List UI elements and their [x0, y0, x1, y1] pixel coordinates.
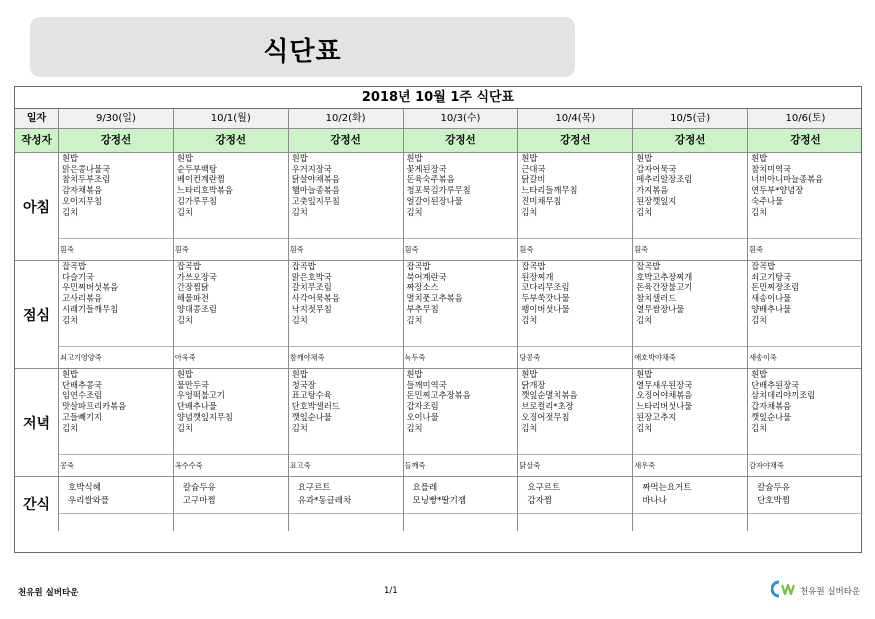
menu-item: 된장고추지	[636, 411, 677, 422]
menu-item: 김치	[291, 314, 308, 325]
menu-item: 된장깻잎지	[636, 195, 677, 206]
menu-item: 잡곡밥	[62, 261, 87, 271]
dinner-menu-list	[174, 369, 288, 454]
dinner-cell	[59, 369, 174, 476]
menu-item: 단호박찜	[757, 496, 790, 506]
menu-item: 단배추된장국	[751, 379, 800, 390]
menu-item: 유과*동글레차	[297, 496, 352, 506]
menu-item: 단호박샐러드	[291, 401, 340, 412]
menu-item: 순두부백탕	[176, 163, 217, 174]
menu-item: 요구르트	[297, 483, 331, 493]
snack-menu-list	[748, 477, 863, 513]
lunch-menu-list	[289, 261, 403, 346]
snack-label: 간식	[15, 477, 59, 531]
lunch-cell	[404, 261, 519, 368]
snack-cell	[518, 477, 633, 531]
date-cell: 10/3(수)	[404, 109, 519, 128]
menu-item: 된장찌개	[521, 271, 554, 282]
menu-item: 임연수조림	[62, 390, 103, 401]
menu-item: 김치	[751, 314, 768, 325]
menu-item: 참치샐러드	[636, 293, 677, 304]
menu-item: 흰밥	[406, 153, 423, 163]
menu-item: 코다리무조림	[521, 282, 570, 293]
breakfast-cell	[174, 153, 289, 260]
lunch-menu-list	[518, 261, 632, 346]
menu-item: 팽이버섯나물	[521, 303, 570, 314]
menu-item: 김치	[636, 314, 653, 325]
dinner-menu-list	[404, 369, 518, 454]
menu-item: 김치	[636, 422, 653, 433]
menu-item: 단배추나물	[176, 401, 217, 412]
lunch-cell	[289, 261, 404, 368]
dinner-cell	[404, 369, 519, 476]
menu-item: 흰밥	[636, 369, 653, 379]
snack-cell	[174, 477, 289, 531]
menu-item: 두부쑥갓나물	[521, 293, 570, 304]
menu-item: 돈육간장불고기	[636, 282, 693, 293]
lunch-porridge: 아욱죽	[174, 346, 288, 368]
menu-item: 흰밥	[751, 369, 768, 379]
menu-item: 흰밥	[176, 153, 193, 163]
footer-page-number: 1/1	[384, 586, 398, 596]
menu-item: 바나나	[642, 496, 667, 506]
menu-item: 우민찌버섯볶음	[62, 282, 119, 293]
menu-item: 호박식혜	[68, 483, 101, 493]
footer-org-name: 천유원 실버타운	[18, 588, 79, 598]
dinner-porridge: 닭살죽	[518, 454, 632, 476]
menu-item: 우리쌀와플	[68, 496, 110, 506]
menu-item: 단배추콩국	[62, 379, 103, 390]
table-header: 2018년 10월 1주 식단표	[15, 87, 861, 109]
menu-item: 돈민찌장조림	[751, 282, 800, 293]
menu-item: 김치	[291, 422, 308, 433]
dinner-cell	[633, 369, 748, 476]
menu-item: 김치	[406, 314, 423, 325]
dinner-label: 저녁	[15, 369, 59, 476]
menu-item: 김치	[521, 206, 538, 217]
menu-item: 느타리호박볶음	[176, 185, 233, 196]
lunch-menu-list	[748, 261, 863, 346]
lunch-cell	[633, 261, 748, 368]
dinner-menu-list	[59, 369, 173, 454]
menu-item: 감자찜	[527, 496, 553, 506]
dinner-porridge: 새우죽	[633, 454, 747, 476]
menu-item: 삼치데리야끼조림	[751, 390, 816, 401]
dinner-menu-list	[289, 369, 403, 454]
breakfast-porridge: 흰죽	[748, 238, 863, 260]
dinner-menu-list	[748, 369, 863, 454]
date-cell: 10/1(월)	[174, 109, 289, 128]
menu-item: 김치	[62, 314, 79, 325]
date-cell: 10/6(토)	[785, 113, 826, 124]
menu-item: 김치	[176, 422, 193, 433]
menu-item: 김치	[636, 206, 653, 217]
menu-item: 김치	[62, 206, 79, 217]
menu-item: 가지볶음	[636, 185, 669, 196]
lunch-cell	[174, 261, 289, 368]
menu-item: 양배추나물	[751, 303, 792, 314]
menu-item: 고들빼기지	[62, 411, 103, 422]
breakfast-cell	[633, 153, 748, 260]
snack-cell	[404, 477, 519, 531]
menu-item: 표고탕수육	[291, 390, 332, 401]
menu-item: 다슬기국	[62, 271, 95, 282]
menu-item: 깻잎순나물	[751, 411, 792, 422]
menu-item: 김치	[291, 206, 308, 217]
menu-item: 열무새우된장국	[636, 379, 693, 390]
snack-porridge	[289, 513, 403, 531]
menu-item: 청국장	[291, 379, 316, 390]
menu-item: 깻잎순나물	[291, 411, 332, 422]
menu-item: 진미채무침	[521, 195, 562, 206]
breakfast-porridge: 흰죽	[518, 238, 632, 260]
menu-item: 오이나물	[406, 411, 439, 422]
breakfast-menu-list	[174, 153, 288, 238]
breakfast-menu-list	[289, 153, 403, 238]
dinner-cell	[289, 369, 404, 476]
menu-item: 간장찜닭	[176, 282, 209, 293]
menu-item: 낙지젓무침	[291, 303, 332, 314]
menu-item: 돈민찌고추장볶음	[406, 390, 471, 401]
breakfast-cell	[518, 153, 633, 260]
menu-item: 짜먹는요거트	[642, 483, 692, 493]
menu-item: 김치	[751, 206, 768, 217]
menu-item: 갑자채볶음	[751, 401, 792, 412]
lunch-porridge: 쇠고기영양죽	[59, 346, 173, 368]
menu-item: 갑자조림	[406, 401, 439, 412]
menu-item: 흰밥	[62, 369, 79, 379]
menu-item: 김치	[176, 206, 193, 217]
menu-item: 물만두국	[176, 379, 209, 390]
menu-item: 꽃게된장국	[406, 163, 447, 174]
snack-menu-list	[404, 477, 518, 513]
menu-item: 김치	[751, 422, 768, 433]
writer-label: 작성자	[15, 129, 59, 152]
menu-item: 시래기들깨무침	[62, 303, 119, 314]
date-cell: 9/30(일)	[59, 109, 174, 128]
menu-item: 열무쌈장나물	[636, 303, 685, 314]
menu-item: 흰밥	[521, 153, 538, 163]
menu-item: 갈치무조림	[291, 282, 332, 293]
menu-item: 느타리들깨무침	[521, 185, 578, 196]
snack-menu-list	[289, 477, 403, 513]
menu-item: 깻잎순멸치볶음	[521, 390, 578, 401]
lunch-menu-list	[404, 261, 518, 346]
dinner-cell	[518, 369, 633, 476]
menu-item: 새송이나물	[751, 293, 792, 304]
lunch-menu-list	[59, 261, 173, 346]
menu-item: 들깨미역국	[406, 379, 447, 390]
date-cell: 10/5(금)	[633, 109, 748, 128]
menu-item: 오이지무침	[62, 195, 103, 206]
menu-item: 멸치풋고추볶음	[406, 293, 463, 304]
lunch-row	[15, 261, 861, 369]
menu-item: 숙주나물	[751, 195, 784, 206]
menu-item: 잡곡밥	[406, 261, 431, 271]
writer-row	[15, 129, 861, 153]
menu-item: 돈육숙주볶음	[406, 174, 455, 185]
menu-item: 참치두부조림	[62, 174, 111, 185]
dinner-porridge: 표고죽	[289, 454, 403, 476]
menu-item: 우엉떡불고기	[176, 390, 225, 401]
lunch-porridge: 참깨야채죽	[289, 346, 403, 368]
snack-cell	[289, 477, 404, 531]
breakfast-porridge: 흰죽	[404, 238, 518, 260]
logo-icon	[771, 580, 797, 602]
menu-item: 칼슘두유	[757, 483, 790, 493]
dinner-cell	[174, 369, 289, 476]
menu-item: 양념깻잎지무침	[176, 411, 233, 422]
menu-item: 흰밥	[751, 153, 768, 163]
writer-cell: 강정선	[289, 129, 404, 152]
menu-item: 모닝빵*딸기잼	[412, 496, 467, 506]
date-cell: 10/2(화)	[289, 109, 404, 128]
menu-item: 김가루무침	[176, 195, 217, 206]
breakfast-porridge: 흰죽	[174, 238, 288, 260]
snack-porridge	[404, 513, 518, 531]
snack-porridge	[518, 513, 632, 531]
menu-item: 고구마찜	[182, 496, 216, 506]
menu-item: 칼슘두유	[182, 483, 216, 493]
menu-item: 흰밥	[406, 369, 423, 379]
menu-item: 참치미역국	[751, 163, 792, 174]
dinner-row	[15, 369, 861, 477]
menu-item: 느타리버섯나물	[636, 401, 693, 412]
date-row	[15, 109, 861, 129]
breakfast-menu-list	[633, 153, 747, 238]
menu-item: 베이컨계란찜	[176, 174, 225, 185]
lunch-porridge: 녹두죽	[404, 346, 518, 368]
menu-item: 북어계란국	[406, 271, 447, 282]
menu-item: 근대국	[521, 163, 546, 174]
lunch-menu-list	[174, 261, 288, 346]
snack-porridge	[748, 513, 863, 531]
breakfast-cell	[289, 153, 404, 260]
dinner-menu-list	[633, 369, 747, 454]
menu-item: 맛살파프리카볶음	[62, 401, 127, 412]
menu-item: 짜장소스	[406, 282, 439, 293]
menu-item: 고춧잎지무침	[291, 195, 340, 206]
breakfast-label: 아침	[15, 153, 59, 260]
writer-cell: 강정선	[174, 129, 289, 152]
snack-porridge	[59, 513, 173, 531]
menu-item: 연두부*양념장	[751, 185, 804, 196]
menu-item: 흰밥	[176, 369, 193, 379]
breakfast-menu-list	[404, 153, 518, 238]
date-cell: 10/4(목)	[518, 109, 633, 128]
menu-item: 흰밥	[291, 153, 308, 163]
footer-logo	[771, 580, 860, 602]
snack-porridge	[174, 513, 288, 531]
snack-menu-list	[633, 477, 747, 513]
lunch-cell	[518, 261, 633, 368]
writer-cell: 강정선	[404, 129, 519, 152]
menu-item: 잡곡밥	[291, 261, 316, 271]
menu-item: 호박고추장찌개	[636, 271, 693, 282]
writer-cell: 강정선	[790, 134, 821, 146]
menu-item: 닭갈비	[521, 174, 546, 185]
dinner-porridge: 콩죽	[59, 454, 173, 476]
menu-item: 쇠고기탕국	[751, 271, 792, 282]
breakfast-cell	[404, 153, 519, 260]
snack-cell	[748, 477, 863, 531]
menu-item: 맑은콩나물국	[62, 163, 111, 174]
menu-item: 너비아니마늘종볶음	[751, 174, 824, 185]
menu-item: 얼갈이된장나물	[406, 195, 463, 206]
breakfast-row	[15, 153, 861, 261]
lunch-porridge: 애호박야채죽	[633, 346, 747, 368]
snack-porridge	[633, 513, 747, 531]
date-label: 일자	[15, 109, 59, 128]
lunch-cell	[748, 261, 863, 368]
menu-item: 브로컬리*초장	[521, 401, 574, 412]
menu-item: 흰밥	[521, 369, 538, 379]
menu-item: 요구르트	[527, 483, 561, 493]
menu-item: 감자어묵국	[636, 163, 677, 174]
menu-item: 청포묵김가루무침	[406, 185, 471, 196]
lunch-porridge: 당콩죽	[518, 346, 632, 368]
lunch-cell	[59, 261, 174, 368]
menu-item: 김치	[406, 206, 423, 217]
menu-item: 사각어묵볶음	[291, 293, 340, 304]
page-title: 식단표	[263, 37, 342, 67]
menu-item: 오징어야채볶음	[636, 390, 693, 401]
writer-cell: 강정선	[633, 129, 748, 152]
breakfast-cell	[748, 153, 863, 260]
snack-menu-list	[59, 477, 173, 513]
snack-menu-list	[174, 477, 288, 513]
dinner-cell	[748, 369, 863, 476]
menu-item: 가쓰오장국	[176, 271, 217, 282]
lunch-porridge: 새송이죽	[748, 346, 863, 368]
menu-item: 김치	[406, 422, 423, 433]
menu-item: 김치	[176, 314, 193, 325]
breakfast-porridge: 흰죽	[59, 238, 173, 260]
menu-item: 해물파전	[176, 293, 209, 304]
breakfast-menu-list	[518, 153, 632, 238]
menu-item: 김치	[521, 422, 538, 433]
lunch-label: 점심	[15, 261, 59, 368]
dinner-porridge: 옥수수죽	[174, 454, 288, 476]
breakfast-cell	[59, 153, 174, 260]
menu-item: 고사리볶음	[62, 293, 103, 304]
menu-item: 흰밥	[291, 369, 308, 379]
menu-item: 부추무침	[406, 303, 439, 314]
menu-item: 우거지장국	[291, 163, 332, 174]
lunch-menu-list	[633, 261, 747, 346]
menu-item: 햄마늘종볶음	[291, 185, 340, 196]
menu-item: 요플레	[412, 483, 438, 493]
menu-item: 김치	[521, 314, 538, 325]
breakfast-menu-list	[59, 153, 173, 238]
page-title-box	[30, 17, 575, 77]
menu-item: 닭개장	[521, 379, 546, 390]
logo-text: 천유원 실버타운	[800, 587, 861, 597]
menu-item: 감자채볶음	[62, 185, 103, 196]
breakfast-porridge: 흰죽	[289, 238, 403, 260]
snack-row	[15, 477, 861, 531]
menu-item: 잡곡밥	[176, 261, 201, 271]
menu-item: 오징어젓무침	[521, 411, 570, 422]
writer-cell: 강정선	[59, 129, 174, 152]
menu-item: 흰밥	[62, 153, 79, 163]
breakfast-porridge: 흰죽	[633, 238, 747, 260]
dinner-porridge: 들깨죽	[404, 454, 518, 476]
dinner-porridge: 감자야채죽	[748, 454, 863, 476]
snack-menu-list	[518, 477, 632, 513]
snack-cell	[59, 477, 174, 531]
menu-table	[14, 86, 862, 553]
menu-item: 메추리알장조림	[636, 174, 693, 185]
menu-item: 잡곡밥	[636, 261, 661, 271]
snack-cell	[633, 477, 748, 531]
menu-item: 닭살야채볶음	[291, 174, 340, 185]
dinner-menu-list	[518, 369, 632, 454]
menu-item: 흰밥	[636, 153, 653, 163]
menu-item: 잡곡밥	[751, 261, 776, 271]
menu-item: 잡곡밥	[521, 261, 546, 271]
menu-item: 김치	[62, 422, 79, 433]
menu-item: 맑은호박국	[291, 271, 332, 282]
breakfast-menu-list	[748, 153, 863, 238]
menu-item: 양대콩조림	[176, 303, 217, 314]
writer-cell: 강정선	[518, 129, 633, 152]
